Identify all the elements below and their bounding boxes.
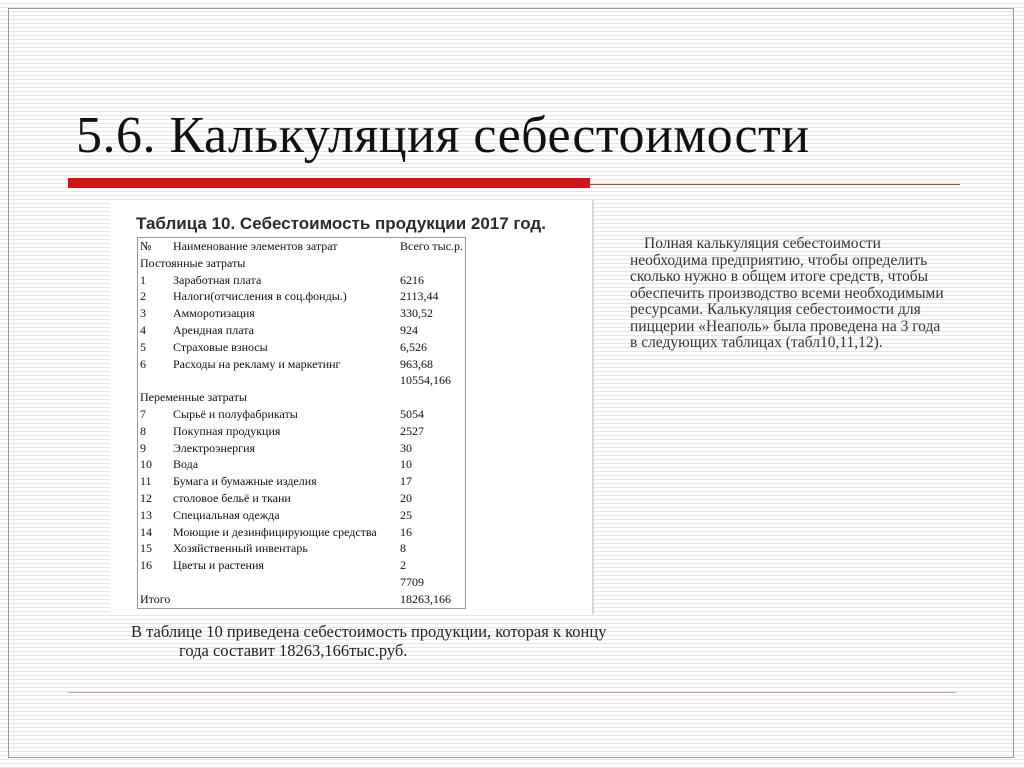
row-num: 14 (140, 524, 152, 539)
row-value: 25 (400, 507, 412, 522)
row-name: Расходы на рекламу и маркетинг (173, 356, 341, 371)
fixed-subtotal-row (138, 372, 466, 389)
row-name: столовое бельё и ткани (173, 490, 291, 505)
total-row (138, 591, 466, 608)
fixed-section-label: Постоянные затраты (140, 255, 246, 270)
slide-title: 5.6. Калькуляция себестоимости (76, 107, 810, 164)
row-num: 9 (140, 440, 146, 455)
row-value: 2527 (400, 423, 424, 438)
row-name: Заработная плата (173, 272, 262, 287)
row-value: 330,52 (400, 306, 433, 321)
row-name: Бумага и бумажные изделия (173, 474, 317, 489)
table-row (138, 456, 466, 473)
table-row (138, 272, 466, 289)
row-value: 6,526 (400, 339, 427, 354)
table-row (138, 356, 466, 373)
row-value: 963,68 (400, 356, 433, 371)
row-value: 17 (400, 474, 412, 489)
description-text: Полная калькуляция себестоимости необходима предприятию, чтобы определить сколько нужно в общем итоге средств, чтобы обеспечить производство всеми необходимыми ресурсами. Калькуляция себестоимости для пиццерии «Неаполь» была проведена на 3 года в следующих таблицах (табл10,11,12). (630, 235, 944, 351)
table-row (138, 540, 466, 557)
table-panel (110, 200, 594, 614)
table-row (138, 305, 466, 322)
table-row (138, 473, 466, 490)
fixed-section-row (138, 255, 466, 272)
total-label: Итого (140, 591, 171, 606)
table-row (138, 406, 466, 423)
row-name: Покупная продукция (173, 423, 281, 438)
row-num: 13 (140, 507, 152, 522)
fixed-subtotal-value: 10554,166 (400, 373, 451, 388)
variable-section-label: Переменные затраты (140, 390, 247, 405)
row-name: Страховые взносы (173, 339, 268, 354)
row-name: Моющие и дезинфицирующие средства (173, 524, 377, 539)
bottom-divider (68, 692, 956, 693)
row-value: 2113,44 (400, 289, 439, 304)
table-row (138, 440, 466, 457)
row-num: 11 (140, 474, 152, 489)
header-num: № (140, 239, 152, 253)
row-num: 5 (140, 339, 146, 354)
variable-section-row (138, 389, 466, 406)
row-num: 12 (140, 490, 152, 505)
table-row (138, 322, 466, 339)
row-value: 6216 (400, 272, 424, 287)
row-num: 3 (140, 306, 146, 321)
row-name: Вода (173, 457, 199, 472)
row-num: 15 (140, 541, 152, 556)
variable-subtotal-value: 7709 (400, 574, 424, 589)
row-num: 4 (140, 322, 146, 337)
row-num: 6 (140, 356, 146, 371)
header-value: Всего тыс.р. (400, 239, 464, 253)
summary-text: В таблице 10 приведена себестоимость продукции, которая к концу года составит 18263,166тыс.руб. (131, 622, 607, 660)
table-row (138, 557, 466, 574)
row-name: Специальная одежда (173, 507, 280, 522)
row-name: Налоги(отчисления в соц.фонды.) (173, 289, 347, 304)
row-name: Электроэнергия (173, 440, 256, 455)
row-value: 2 (400, 558, 406, 573)
row-num: 7 (140, 406, 146, 421)
table-row (138, 524, 466, 541)
title-underline-red (68, 178, 590, 188)
row-value: 8 (400, 541, 406, 556)
row-num: 16 (140, 558, 152, 573)
header-name: Наименование элементов затрат (173, 239, 338, 253)
row-name: Сырьё и полуфабрикаты (173, 406, 298, 421)
row-num: 8 (140, 423, 146, 438)
row-value: 16 (400, 524, 412, 539)
row-num: 1 (140, 272, 146, 287)
row-name: Амморотизация (173, 306, 255, 321)
table-row (138, 507, 466, 524)
variable-subtotal-row (138, 574, 466, 591)
table-row (138, 423, 466, 440)
table-row (138, 339, 466, 356)
row-value: 924 (400, 322, 418, 337)
row-name: Арендная плата (173, 322, 254, 337)
row-value: 20 (400, 490, 412, 505)
row-value: 30 (400, 440, 412, 455)
row-value: 10 (400, 457, 412, 472)
table-title: Таблица 10. Себестоимость продукции 2017 год. (136, 214, 546, 233)
row-num: 10 (140, 457, 152, 472)
table-header-row (138, 238, 466, 255)
title-underline-thin (590, 184, 960, 185)
total-value: 18263,166 (400, 591, 451, 606)
row-value: 5054 (400, 406, 424, 421)
row-name: Цветы и растения (173, 558, 264, 573)
cost-table (137, 237, 466, 609)
row-name: Хозяйственный инвентарь (173, 541, 308, 556)
row-num: 2 (140, 289, 146, 304)
table-row (138, 288, 466, 305)
table-row (138, 490, 466, 507)
